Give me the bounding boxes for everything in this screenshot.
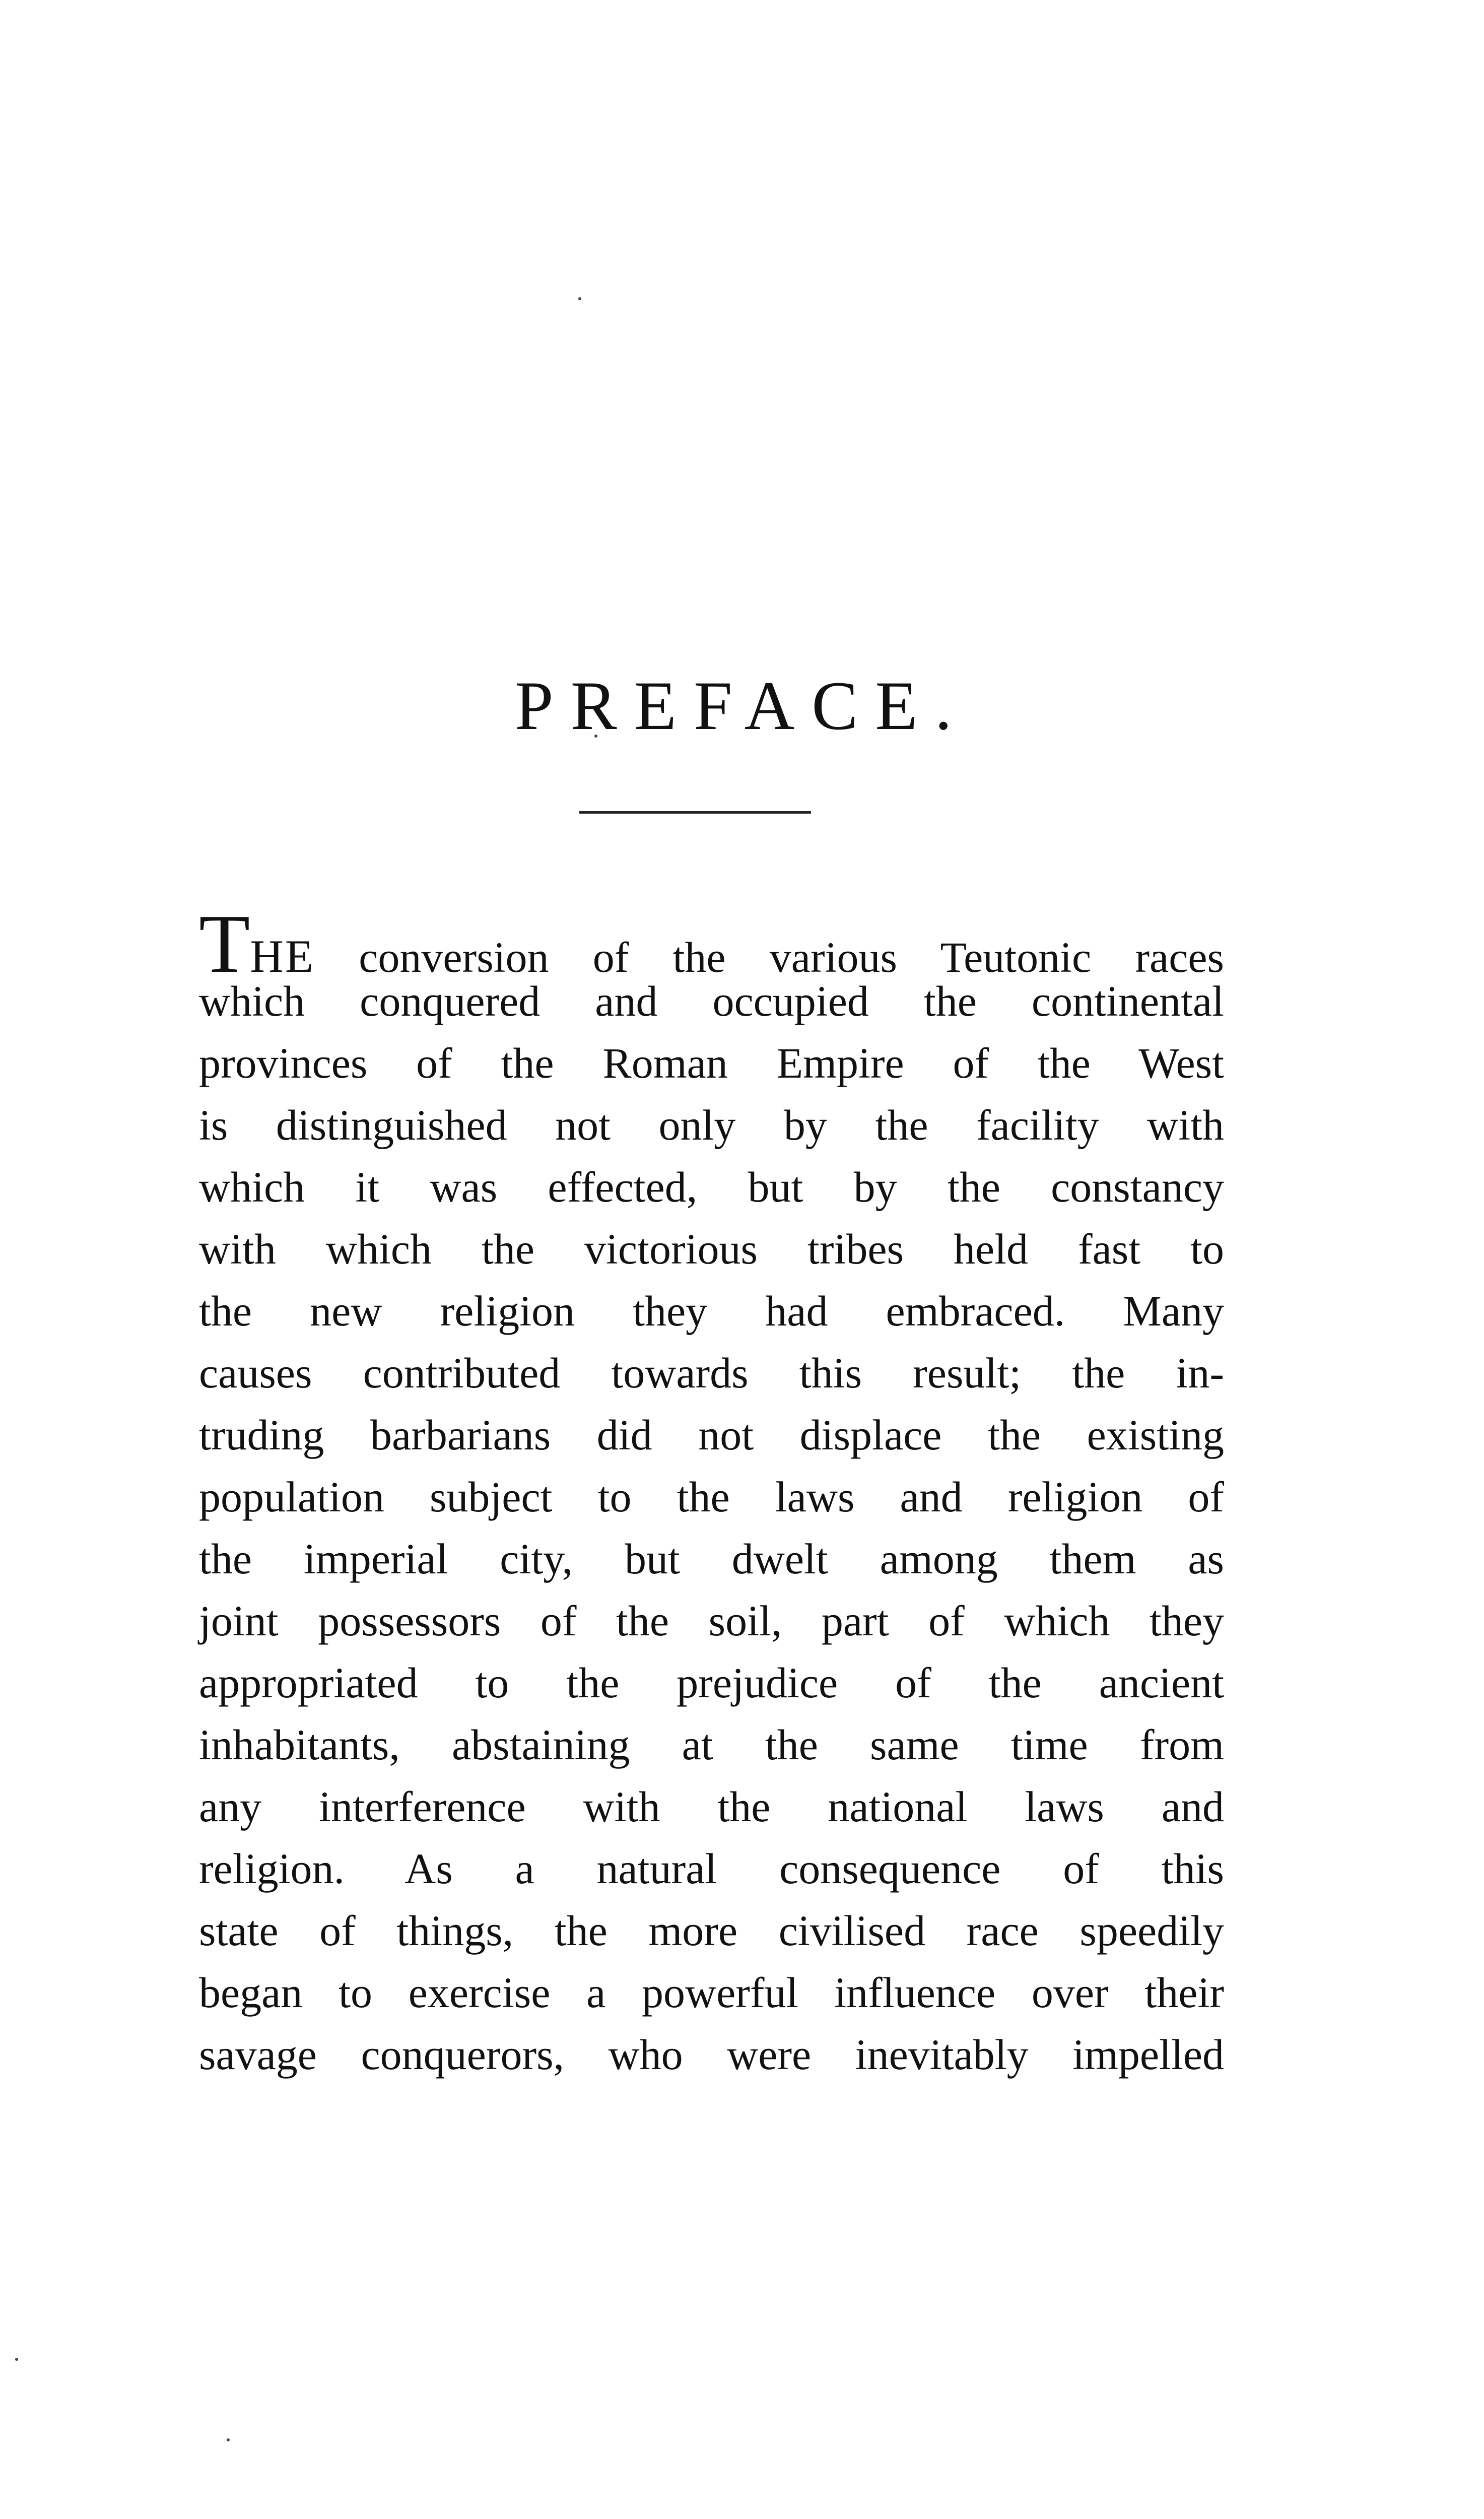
text-line: provinces of the Roman Empire of the West [199, 1039, 1224, 1087]
text-line: is distinguished not only by the facility with [199, 1101, 1224, 1149]
text-line: with which the victorious tribes held fast to [199, 1225, 1224, 1273]
text-line: religion. As a natural consequence of this [199, 1844, 1224, 1893]
page-title: PREFACE. [514, 667, 970, 745]
text-line: the imperial city, but dwelt among them as [199, 1535, 1224, 1583]
text-line: the new religion they had embraced. Many [199, 1287, 1224, 1335]
text-line [199, 897, 1224, 990]
preface-body [199, 897, 1224, 2086]
text-line: began to exercise a powerful influence over their [199, 1968, 1224, 2017]
text-line: truding barbarians did not displace the existing [199, 1411, 1224, 1459]
first-line-text: conversion of the various Teutonic races [315, 933, 1224, 981]
ink-speck [227, 2438, 230, 2441]
text-line: population subject to the laws and religion of [199, 1473, 1224, 1521]
text-line: appropriated to the prejudice of the ancient [199, 1659, 1224, 1707]
drop-capital: T [199, 897, 250, 990]
title-rule [579, 811, 811, 814]
text-line: any interference with the national laws and [199, 1782, 1224, 1831]
ink-speck [578, 297, 581, 300]
ink-speck [15, 2358, 18, 2361]
text-line: savage conquerors, who were inevitably impelled [199, 2030, 1224, 2079]
text-line: joint possessors of the soil, part of which they [199, 1597, 1224, 1645]
small-caps-opening: HE [250, 931, 315, 982]
text-line: which it was effected, but by the constancy [199, 1163, 1224, 1211]
text-line: inhabitants, abstaining at the same time from [199, 1720, 1224, 1769]
text-line: which conquered and occupied the continental [199, 977, 1224, 1025]
text-line: causes contributed towards this result; the in- [199, 1349, 1224, 1397]
text-line: state of things, the more civilised race speedily [199, 1906, 1224, 1955]
